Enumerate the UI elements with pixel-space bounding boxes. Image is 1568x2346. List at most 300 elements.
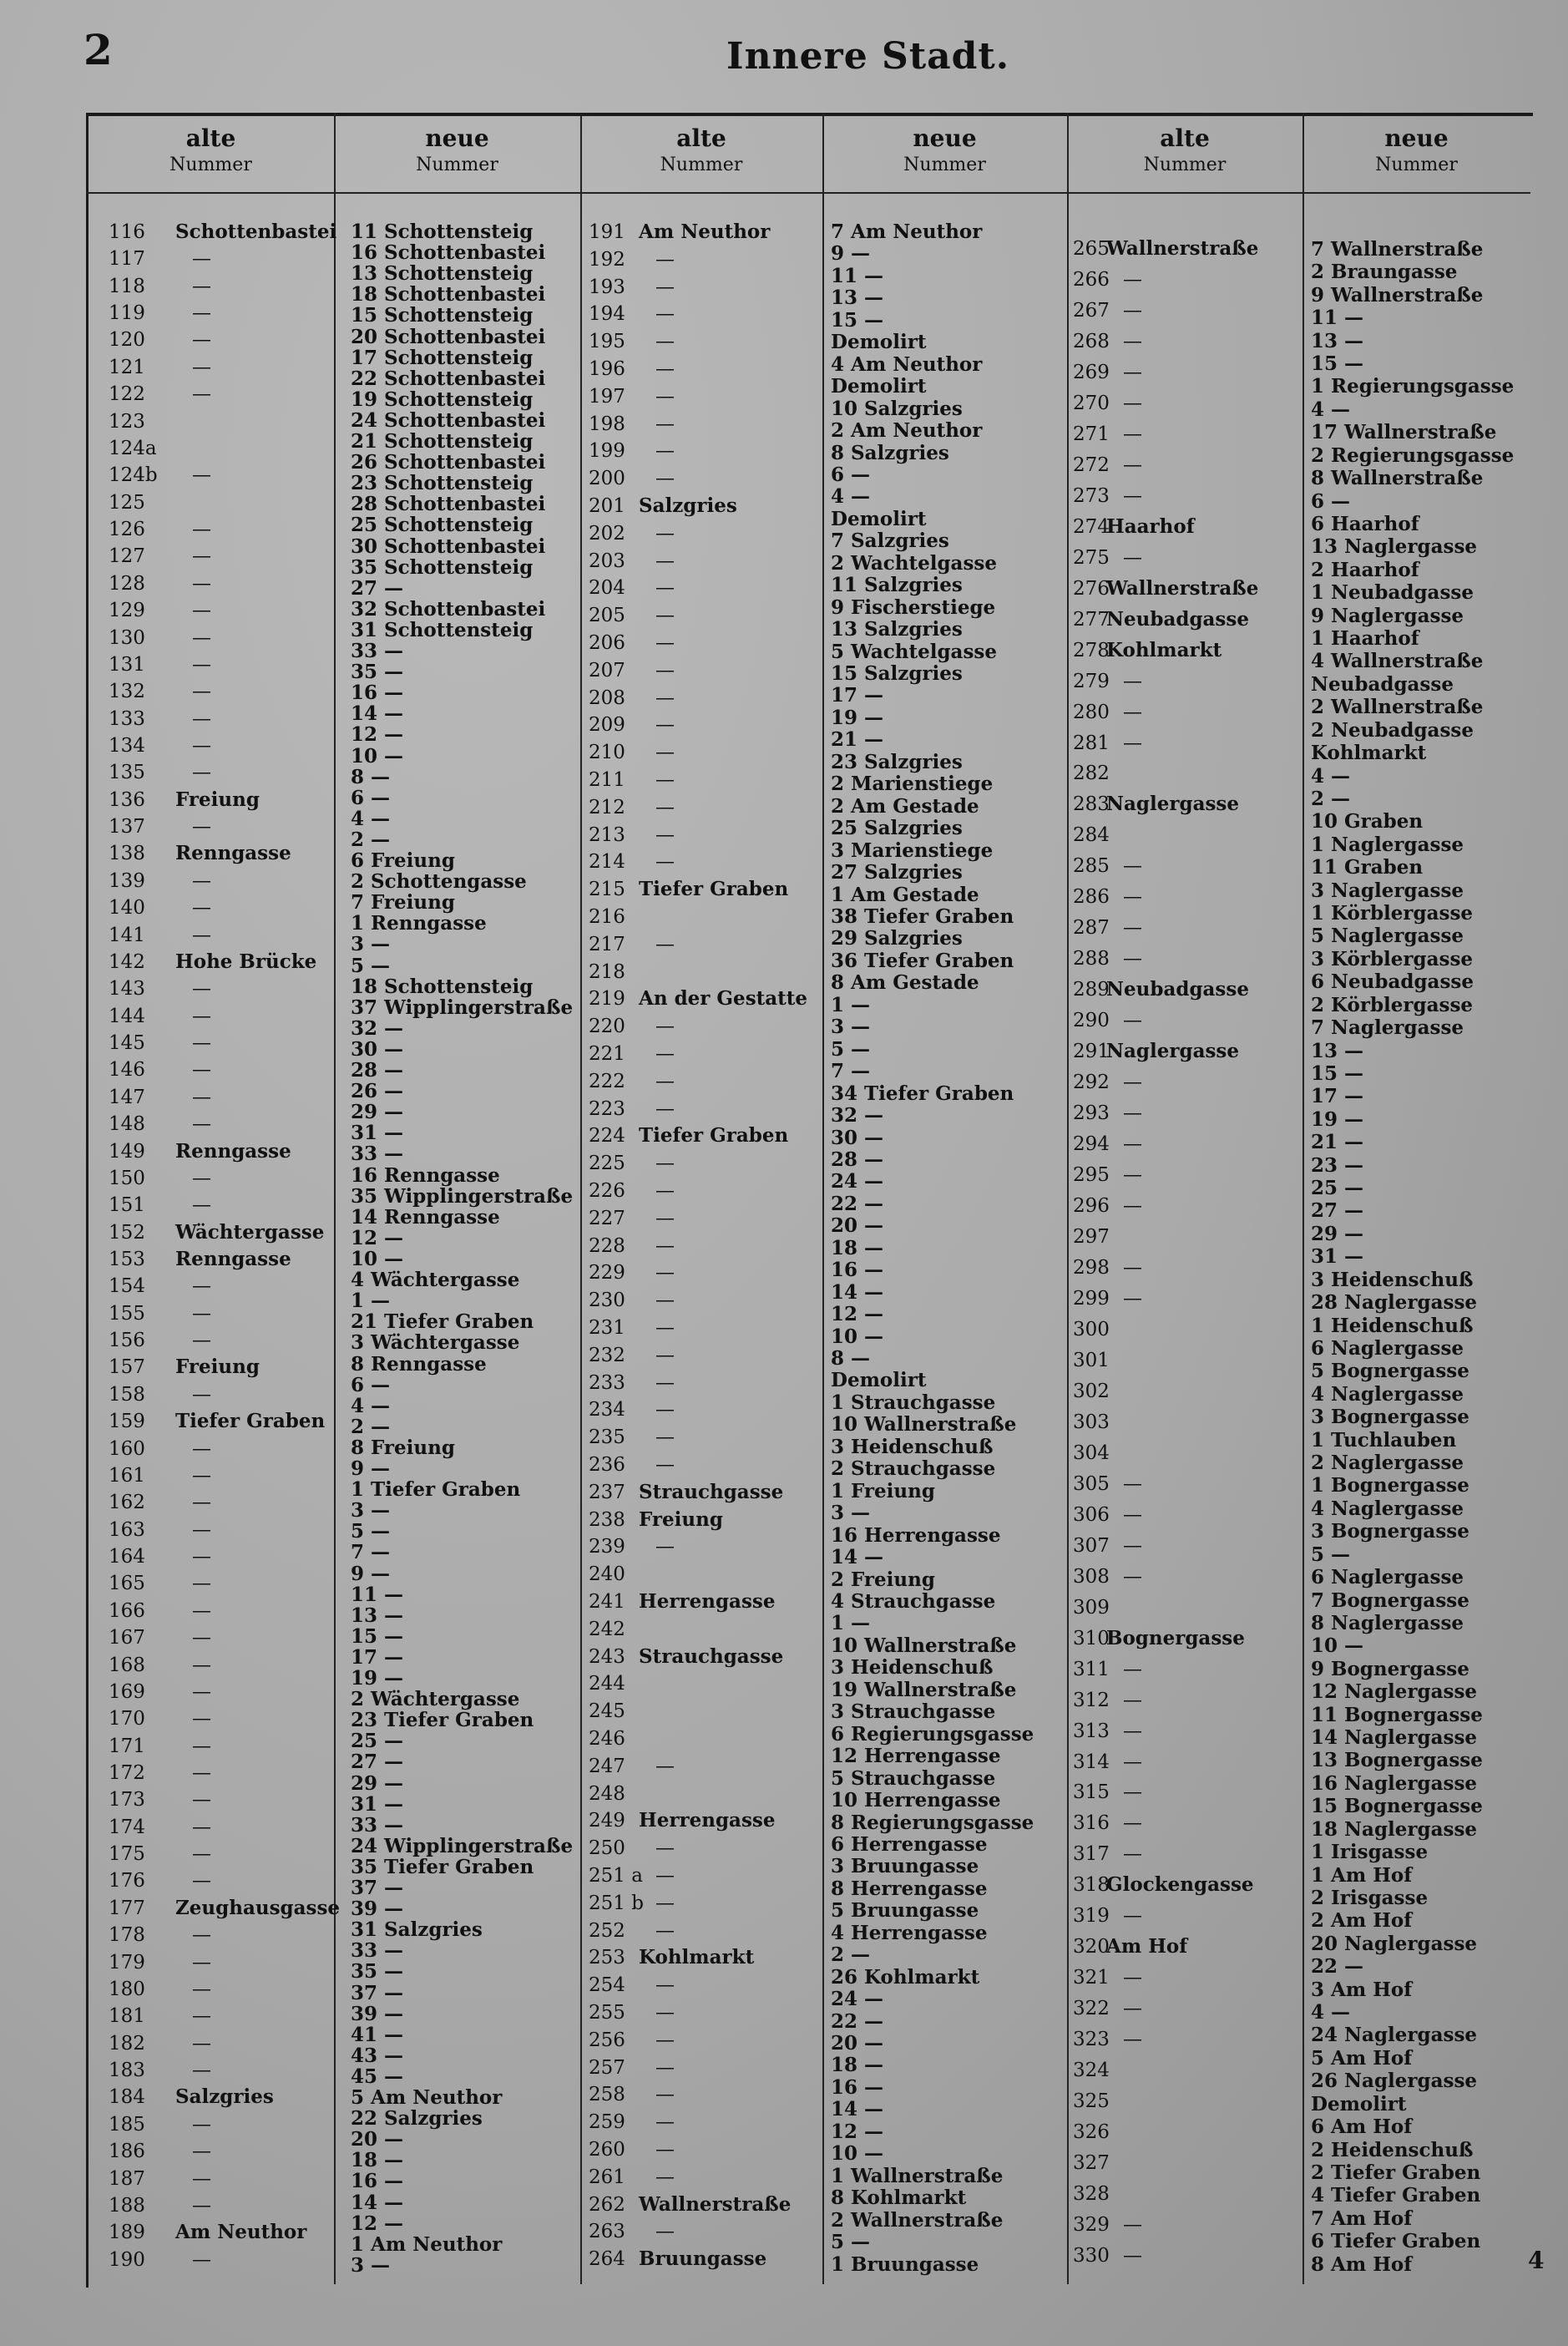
old-street: — [655,1262,675,1284]
column-divider [334,113,336,2284]
new-number: 5 — [1311,1543,1351,1566]
old-street: — [1123,268,1142,291]
new-number: 2 — [831,1943,871,1967]
old-street: — [192,1599,211,1622]
new-number: 1 Heidenschuß [1311,1314,1474,1337]
new-number: 30 — [831,1126,884,1149]
old-street: — [655,796,675,818]
old-street: — [192,248,211,271]
old-number: 198 [589,413,625,435]
old-number: 213 [589,823,625,846]
old-street: Wallnerstraße [639,2192,792,2216]
old-number: 329 [1073,2214,1110,2237]
new-number: 2 Wallnerstraße [831,2208,1004,2232]
old-number: 187 [109,2167,145,2190]
header-old-3: alte Nummer [1143,124,1227,175]
old-number: 280 [1073,701,1110,723]
new-number: 7 Am Hof [1311,2207,1413,2230]
old-number: 126 [109,519,145,541]
old-number: 309 [1073,1596,1110,1619]
old-street: — [192,653,211,676]
old-number: 197 [589,385,625,408]
old-number: 212 [589,796,625,818]
new-number: 1 Am Hof [1311,1863,1413,1887]
old-number: 262 [589,2193,625,2216]
old-street: — [655,1892,675,1914]
old-street: — [192,2248,211,2271]
new-number: 45 — [351,2065,404,2088]
old-number: 218 [589,960,625,983]
new-number: 4 — [831,485,871,509]
new-number: 8 Herrengasse [831,1877,988,1900]
new-number: 21 Schottensteig [351,430,534,453]
old-street: — [655,1426,675,1449]
new-number: Demolirt [831,331,927,354]
old-street: Kohlmarkt [1106,638,1222,661]
old-number: 211 [589,769,625,791]
old-street: Bognergasse [1106,1626,1245,1649]
new-number: 3 Heidenschuß [831,1435,994,1458]
old-number: 252 [589,1919,625,1942]
old-number: 137 [109,816,145,839]
new-number: 1 Haarhof [1311,627,1419,651]
old-street: Renngasse [175,842,291,865]
old-street: — [655,605,675,627]
new-number: 1 Strauchgasse [831,1391,996,1414]
old-number: 277 [1073,608,1110,631]
old-street: Am Neuthor [639,220,771,243]
old-street: — [192,2194,211,2217]
new-number: 25 Salzgries [831,817,963,840]
old-street: — [1123,1133,1142,1156]
new-number: 13 Naglergasse [1311,535,1478,559]
new-number: 10 — [1311,1634,1364,1658]
old-street: — [655,1755,675,1777]
old-number: 141 [109,924,145,946]
new-number: 2 Wallnerstraße [1311,696,1484,719]
old-street: — [192,2141,211,2163]
new-number: 4 Strauchgasse [831,1590,996,1613]
old-street: — [192,519,211,541]
new-number: 9 — [831,242,871,266]
old-street: — [1123,330,1142,352]
new-number: 33 — [351,1939,404,1963]
new-number: 32 Schottenbastei [351,597,546,621]
old-street: — [1123,886,1142,909]
old-street: — [192,869,211,892]
new-number: 1 Bruungasse [831,2252,979,2276]
new-number: 2 — [1311,787,1351,810]
new-number: 1 Tuchlauben [1311,1428,1457,1452]
old-street: — [655,714,675,737]
new-number: 26 — [351,1080,404,1103]
old-number: 305 [1073,1472,1110,1495]
new-number: 6 — [831,463,871,486]
old-number: 318 [1073,1874,1110,1897]
old-number: 118 [109,275,145,297]
new-number: 12 — [831,1303,884,1326]
old-street: — [192,1627,211,1649]
new-number: 2 Regierungsgasse [1311,443,1515,467]
old-street: — [192,464,211,487]
old-number: 276 [1073,577,1110,600]
old-street: — [1123,855,1142,878]
old-street: Salzgries [175,2085,274,2109]
old-street: — [192,1059,211,1082]
old-street: Neubadgasse [1106,978,1249,1001]
new-number: Kohlmarkt [1311,742,1427,765]
old-street: — [192,1680,211,1703]
new-number: 28 Schottenbastei [351,493,546,516]
old-number: 214 [589,851,625,874]
old-street: — [655,1865,675,1887]
new-number: 7 Naglergasse [1311,1016,1464,1040]
new-number: 10 Graben [1311,810,1424,834]
old-number: 201 [589,495,625,517]
old-number: 300 [1073,1318,1110,1340]
new-number: 26 Schottenbastei [351,451,546,474]
new-number: 26 Naglergasse [1311,2070,1478,2093]
old-street: — [192,1086,211,1108]
old-number: 162 [109,1492,145,1514]
new-number: 3 — [831,1502,871,1525]
old-number: 301 [1073,1349,1110,1371]
old-street: — [1123,1967,1142,1989]
new-number: 3 Wächtergasse [351,1331,520,1355]
new-number: 10 — [351,744,404,768]
old-number: 121 [109,356,145,378]
new-number: 1 Wallnerstraße [831,2164,1004,2187]
old-street: — [1123,423,1142,445]
old-number: 263 [589,2221,625,2243]
new-number: 13 — [1311,1039,1364,1062]
old-street: — [655,1070,675,1092]
old-number: 144 [109,1005,145,1027]
old-number: 172 [109,1762,145,1784]
new-number: 3 — [831,1016,871,1039]
old-number: 240 [589,1563,625,1586]
old-number: 284 [1073,824,1110,847]
old-street: — [655,2221,675,2243]
old-street: — [1123,2245,1142,2267]
new-number: 1 — [831,1612,871,1635]
new-number: 9 — [351,1457,391,1481]
new-number: 10 — [831,1325,884,1348]
new-number: 12 — [351,2212,404,2235]
old-number: 288 [1073,948,1110,970]
old-street: — [192,2060,211,2082]
old-number: 310 [1073,1627,1110,1649]
old-number: 138 [109,843,145,865]
old-number: 123 [109,410,145,433]
new-number: 5 Am Neuthor [351,2086,503,2110]
old-number: 165 [109,1573,145,1595]
old-number: 251 b [589,1892,644,1914]
old-street: — [655,1536,675,1558]
new-number: 9 Bognergasse [1311,1657,1469,1680]
new-number: 4 — [351,807,391,830]
new-number: 13 Bognergasse [1311,1749,1483,1772]
new-number: 15 — [1311,352,1364,376]
old-street: — [655,468,675,490]
old-street: — [655,1317,675,1339]
new-number: 5 Bruungasse [831,1899,979,1923]
old-number: 194 [589,303,625,326]
old-street: — [192,681,211,703]
new-number: 2 Irisgasse [1311,1886,1429,1909]
new-number: 7 Wallnerstraße [1311,238,1484,261]
new-number: 22 — [831,2009,884,2033]
new-number: 24 — [831,1988,884,2011]
old-number: 148 [109,1113,145,1136]
old-street: — [1123,1287,1142,1310]
new-number: 19 Wallnerstraße [831,1678,1017,1701]
old-number: 330 [1073,2245,1110,2267]
old-street: — [1123,1751,1142,1773]
new-number: 9 — [351,1562,391,1585]
old-street: Wallnerstraße [1106,576,1259,600]
old-number: 200 [589,468,625,490]
old-street: — [655,1043,675,1065]
new-number: 22 — [831,1192,884,1215]
new-number: 3 Marienstiege [831,839,994,862]
old-number: 183 [109,2060,145,2082]
old-street: Zeughausgasse [175,1896,341,1919]
new-number: 2 Naglergasse [1311,1452,1464,1475]
old-street: — [192,329,211,352]
column-divider [822,113,824,2284]
new-number: 20 — [831,1214,884,1238]
old-number: 273 [1073,484,1110,507]
old-street: — [192,1194,211,1217]
new-number: 34 Tiefer Graben [831,1082,1014,1105]
new-number: 2 Wachtelgasse [831,551,997,575]
old-number: 205 [589,605,625,627]
old-street: — [655,769,675,791]
old-number: 154 [109,1275,145,1298]
old-street: — [192,626,211,649]
old-street: — [1123,392,1142,414]
corner-mark: 4 [1528,2247,1545,2274]
new-number: 18 — [351,2149,404,2172]
new-number: 25 — [1311,1177,1364,1200]
old-number: 157 [109,1356,145,1379]
old-street: — [192,1951,211,1974]
new-number: 6 Regierungsgasse [831,1722,1034,1746]
old-number: 122 [109,383,145,406]
old-street: Schottenbastei [175,220,337,243]
new-number: 2 — [351,1415,391,1438]
old-street: — [192,1870,211,1893]
old-street: — [655,1207,675,1229]
old-number: 196 [589,358,625,380]
old-number: 275 [1073,546,1110,569]
old-number: 233 [589,1371,625,1394]
new-number: 29 Salzgries [831,927,963,950]
new-number: 30 — [351,1037,404,1061]
old-street: — [1123,732,1142,754]
old-number: 264 [589,2248,625,2271]
old-street: — [1123,484,1142,507]
new-number: 3 — [351,933,391,956]
new-number: 1 Am Gestade [831,883,979,906]
new-number: 1 Freiung [831,1479,935,1502]
old-number: 210 [589,742,625,764]
old-number: 236 [589,1454,625,1476]
old-street: — [1123,701,1142,723]
new-number: 37 — [351,1981,404,2004]
old-street: Strauchgasse [639,1644,784,1668]
old-number: 235 [589,1426,625,1449]
new-number: 2 Am Hof [1311,1909,1413,1933]
new-number: 39 — [351,1898,404,1921]
new-number: 1 Tiefer Graben [351,1478,521,1502]
new-number: 1 Regierungsgasse [1311,375,1515,398]
old-number: 199 [589,440,625,463]
new-number: 12 Herrengasse [831,1745,1001,1768]
new-number: 11 Salzgries [831,574,963,597]
new-number: 17 — [351,1645,404,1669]
old-number: 272 [1073,453,1110,476]
new-number: 2 Am Gestade [831,794,979,818]
new-number: 4 Wallnerstraße [1311,650,1484,673]
new-number: 8 Freiung [351,1436,455,1459]
old-number: 189 [109,2222,145,2244]
old-number: 216 [589,906,625,928]
new-number: 21 — [1311,1131,1364,1154]
new-number: 26 Kohlmarkt [831,1965,980,1989]
new-number: 18 Schottenbastei [351,283,546,307]
new-number: 10 Wallnerstraße [831,1634,1017,1657]
old-number: 315 [1073,1781,1110,1804]
new-number: 7 Am Neuthor [831,220,983,243]
new-number: 35 Schottensteig [351,555,534,579]
old-street: Renngasse [175,1248,291,1270]
old-number: 134 [109,735,145,757]
header-new-2: neue Nummer [903,124,986,175]
old-number: 158 [109,1383,145,1406]
old-number: 302 [1073,1380,1110,1402]
old-number: 278 [1073,639,1110,661]
new-number: 4 — [1311,2001,1351,2024]
old-street: — [655,2139,675,2161]
new-number: 15 Schottensteig [351,304,534,327]
old-street: Glockengasse [1106,1873,1254,1897]
old-street: Renngasse [175,1139,291,1163]
new-number: 11 — [831,264,884,287]
old-number: 156 [109,1330,145,1352]
old-number: 229 [589,1262,625,1284]
new-number: 33 — [351,1143,404,1166]
new-number: 7 Freiung [351,891,455,915]
old-street: — [655,2111,675,2134]
old-street: — [192,1464,211,1487]
old-number: 304 [1073,1442,1110,1464]
old-number: 255 [589,2002,625,2024]
new-number: 5 Strauchgasse [831,1766,996,1790]
old-number: 281 [1073,732,1110,754]
new-number: 4 Naglergasse [1311,1497,1464,1520]
new-number: 6 Tiefer Graben [1311,2230,1481,2253]
column-divider [1302,113,1304,2284]
new-number: 7 — [351,1541,391,1564]
old-number: 230 [589,1290,625,1312]
old-number: 152 [109,1221,145,1244]
new-number: 2 Freiung [831,1568,935,1591]
old-street: — [192,1735,211,1757]
old-street: — [655,1919,675,1942]
header-new-1: neue Nummer [416,124,498,175]
new-number: 24 Schottenbastei [351,408,546,432]
old-street: — [1123,948,1142,970]
new-number: 1 Körblergasse [1311,902,1474,925]
new-number: 18 Schottensteig [351,975,534,998]
old-number: 192 [589,248,625,271]
new-number: 2 Marienstiege [831,773,994,796]
new-number: 6 — [351,786,391,809]
new-number: 23 Schottensteig [351,472,534,495]
new-number: 2 Wächtergasse [351,1688,520,1711]
old-street: — [1123,453,1142,476]
old-street: — [192,1032,211,1055]
old-street: — [1123,917,1142,940]
new-number: 25 Schottensteig [351,514,534,537]
new-number: 28 — [351,1059,404,1082]
new-number: 16 — [831,2075,884,2099]
new-number: 14 — [351,702,404,726]
old-number: 139 [109,869,145,892]
new-number: 30 Schottenbastei [351,535,546,558]
new-number: 17 — [831,684,884,707]
old-street: — [192,572,211,595]
new-number: Demolirt [1311,2092,1407,2115]
new-number: 3 Bognergasse [1311,1406,1469,1429]
header-old-1: alte Nummer [169,124,252,175]
old-street: — [192,1573,211,1595]
new-number: 31 — [1311,1245,1364,1269]
old-number: 268 [1073,330,1110,352]
old-street: An der Gestatte [639,987,808,1011]
new-number: 6 Neubadgasse [1311,970,1474,994]
old-number: 321 [1073,1967,1110,1989]
old-number: 203 [589,550,625,572]
new-number: 19 — [831,706,884,729]
old-street: — [655,1016,675,1038]
old-number: 221 [589,1043,625,1065]
old-street: — [192,816,211,839]
old-number: 163 [109,1518,145,1541]
old-street: — [192,897,211,920]
new-number: 32 — [831,1104,884,1127]
old-number: 238 [589,1508,625,1531]
new-number: 8 Regierungsgasse [831,1811,1034,1834]
old-number: 181 [109,2005,145,2028]
old-number: 171 [109,1735,145,1757]
new-number: 12 — [351,1226,404,1249]
new-number: 10 — [351,1248,404,1270]
old-street: Hohe Brücke [175,950,317,973]
new-number: 38 Tiefer Graben [831,905,1014,928]
old-street: — [655,659,675,682]
old-number: 193 [589,276,625,298]
new-number: 8 — [351,765,391,788]
old-street: — [192,1978,211,2000]
old-street: — [192,762,211,784]
new-number: 9 Naglergasse [1311,604,1464,627]
old-number: 179 [109,1951,145,1974]
old-street: — [655,385,675,408]
new-number: 6 — [1311,489,1351,513]
